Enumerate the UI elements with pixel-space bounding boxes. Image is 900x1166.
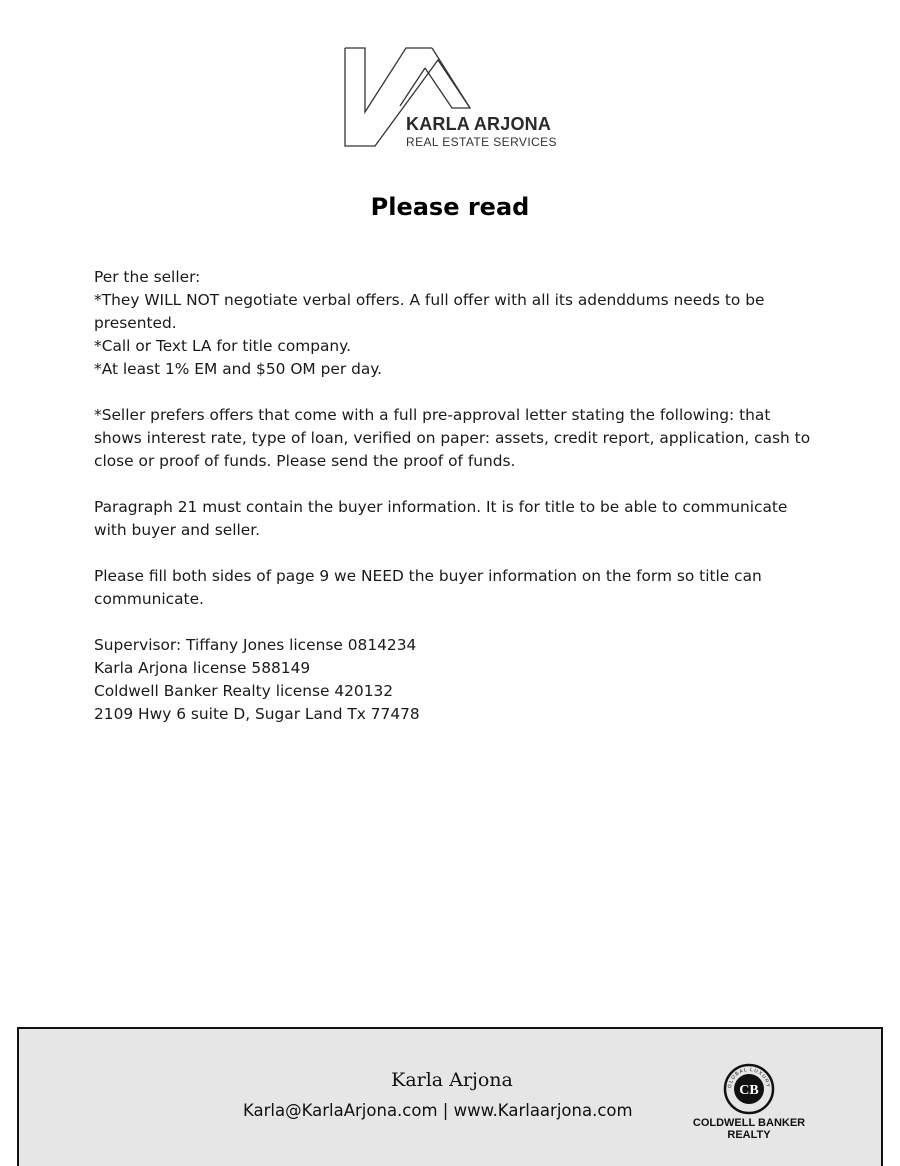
footer-contact-info: Karla@KarlaArjona.com | www.Karlaarjona.com [243,1101,633,1120]
brokerage-name-line2: REALTY [727,1129,771,1141]
paragraph-21-note: Paragraph 21 must contain the buyer information. It is for title to be able to communicate with buyer and seller. [94,498,788,539]
logo-tagline: REAL ESTATE SERVICES [406,135,557,149]
svg-text:GLOBAL LUXURY: GLOBAL LUXURY [726,1066,772,1089]
brokerage-license: Coldwell Banker Realty license 420132 [94,682,394,700]
footer-agent-name: Karla Arjona [391,1069,513,1091]
seller-note-verbal-offers: *They WILL NOT negotiate verbal offers. A full offer with all its adenddums needs to be presented. [94,291,765,332]
logo-name: KARLA ARJONA [406,114,552,134]
svg-text:CB: CB [739,1083,759,1098]
seller-note-earnest-money: *At least 1% EM and $50 OM per day. [94,360,383,378]
agent-license: Karla Arjona license 588149 [94,659,311,677]
preapproval-note: *Seller prefers offers that come with a full pre-approval letter stating the following: that shows interest rate, type of loan, verified on paper: assets, credit report, application, cash to close or proof of funds. Please send the proof of funds. [94,406,811,470]
page-9-note: Please fill both sides of page 9 we NEED the buyer information on the form so title can communicate. [94,567,762,608]
coldwell-banker-global-luxury-badge-icon [723,1063,775,1115]
coldwell-banker-logo [687,1063,811,1147]
brokerage-name-line1: COLDWELL BANKER [692,1117,806,1129]
notice-body [94,266,814,726]
seller-note-title-company: *Call or Text LA for title company. [94,337,351,355]
karla-arjona-logo [340,44,570,152]
footer-banner [17,1027,883,1166]
page-title: Please read [370,193,530,221]
seller-intro: Per the seller: [94,268,201,286]
office-address: 2109 Hwy 6 suite D, Sugar Land Tx 77478 [94,705,420,723]
supervisor-license: Supervisor: Tiffany Jones license 0814234 [94,636,417,654]
